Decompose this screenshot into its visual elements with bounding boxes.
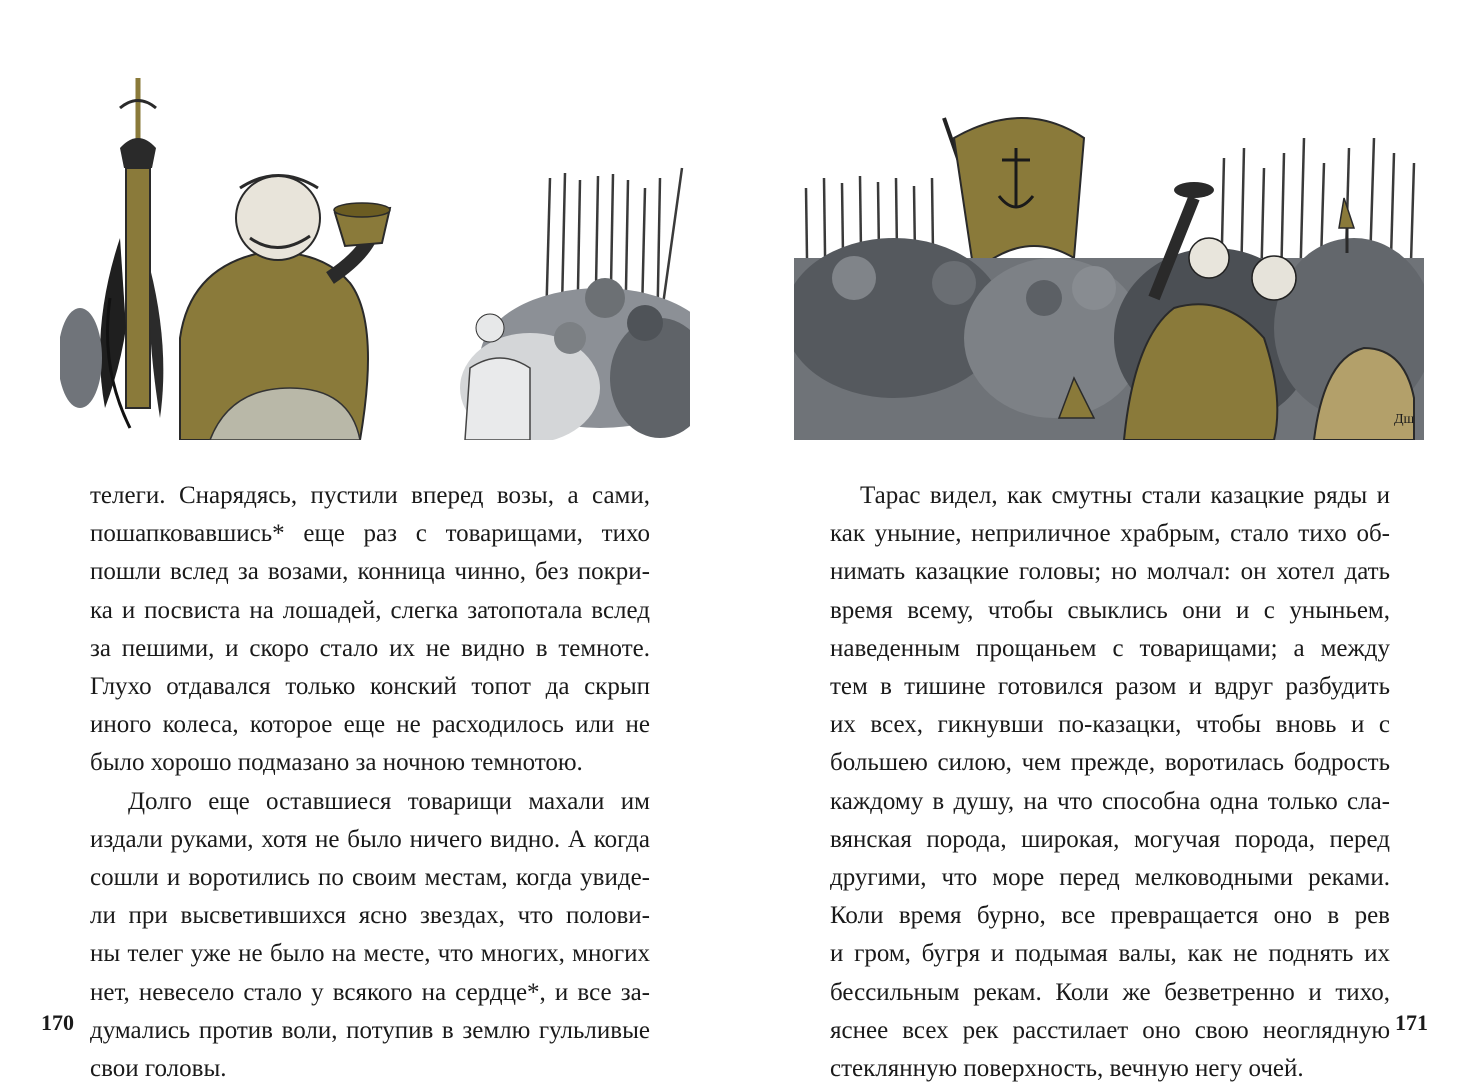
text-line: ка и посвиста на лошадей, слегка затопотала вслед: [90, 596, 650, 624]
text-line: нет, невесело стало у всякого на сердце*, и все за-: [90, 978, 650, 1006]
text-line: за пешими, и скоро стало их не видно в темноте.: [90, 634, 650, 662]
cossack-feast-drawing-right: [794, 78, 1424, 440]
text-line: Коли время бурно, все превращается оно в рев: [830, 902, 1390, 930]
text-line: Долго еще оставшиеся товарищи махали им: [128, 787, 650, 815]
page-number: 171: [1395, 1010, 1428, 1035]
text-line: пошапковавшись* еще раз с товарищами, тихо: [90, 520, 650, 548]
text-line: ны телег уже не было на месте, что многих, многих: [90, 940, 650, 968]
text-line: большею силою, чем прежде, воротилась бодрость: [830, 749, 1390, 777]
paragraph: [830, 477, 1390, 1088]
text-line: думались против воли, потупив в землю гульливые: [90, 1016, 650, 1044]
text-line: яснее всех рек расстилает оно свою неоглядную: [830, 1016, 1390, 1044]
text-line: ли при высветившихся ясно звездах, что полови-: [90, 902, 650, 930]
text-line: телеги. Снарядясь, пустили вперед возы, а сами,: [90, 482, 650, 509]
text-line: иного колеса, которое еще не расходилось или не: [90, 711, 650, 739]
left-text-block: [90, 477, 650, 1088]
text-line: как уныние, неприличное храбрым, стало тихо об-: [830, 520, 1390, 548]
crowd-left: [460, 278, 690, 440]
text-line: было хорошо подмазано за ночною темнотою.: [90, 749, 583, 777]
text-line: Глухо отдавался только конский топот да скрып: [90, 673, 650, 701]
left-illustration: [60, 68, 690, 440]
text-line: стеклянную поверхность, вечную негу очей.: [830, 1055, 1304, 1083]
paragraph: [90, 477, 650, 783]
text-line: свои головы.: [90, 1055, 227, 1083]
text-line: издали руками, хотя не было ничего видно. А когда: [90, 825, 650, 853]
text-line: вянская порода, широкая, могучая порода, перед: [830, 825, 1390, 853]
text-line: их всех, гикнувши по-казацки, чтобы вновь и с: [830, 711, 1390, 739]
text-line: наведенным прощаньем с товарищами; а между: [830, 634, 1390, 662]
text-line: бессильным рекам. Коли же безветренно и тихо,: [830, 978, 1390, 1006]
text-line: сошли и воротились по своим местам, когда увиде-: [90, 864, 650, 892]
paragraph: [90, 783, 650, 1088]
text-line: Тарас видел, как смутны стали казацкие ряды и: [860, 482, 1390, 509]
text-line: время всему, чтобы свыклись они и с уныньем,: [830, 596, 1390, 624]
right-page: [739, 0, 1478, 1083]
text-line: тем в тишине готовился разом и вдруг разбудить: [830, 673, 1390, 701]
right-text-block: [830, 477, 1390, 1088]
text-line: и гром, бугря и подымая валы, как не поднять их: [830, 940, 1390, 968]
right-illustration: [794, 78, 1424, 440]
bunchuk-staff: [100, 78, 163, 428]
text-line: другими, что море перед мелководными реками.: [830, 864, 1390, 892]
cossack-feast-drawing-left: [60, 68, 690, 440]
page-number: 170: [41, 1010, 74, 1035]
left-drinker: [60, 308, 102, 408]
left-page: [0, 0, 739, 1083]
artist-signature: Дш: [1394, 412, 1415, 427]
text-line: каждому в душу, на что способна одна только сла-: [830, 787, 1390, 815]
cossack-with-cup: [180, 176, 390, 441]
text-line: нимать казацкие головы; но молчал: он хотел дать: [830, 558, 1390, 586]
text-line: пошли вслед за возами, конница чинно, без покри-: [90, 558, 650, 586]
